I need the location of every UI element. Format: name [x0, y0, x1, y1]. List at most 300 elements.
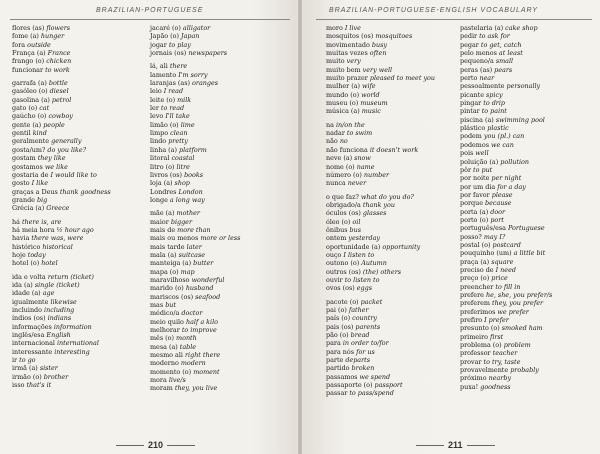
english-translation: please — [491, 190, 513, 199]
english-translation: a long way — [169, 195, 205, 204]
vocab-entry — [326, 121, 450, 129]
english-translation: very — [346, 57, 361, 66]
vocab-entry — [326, 32, 450, 40]
vocab-entry — [150, 121, 274, 129]
english-translation: to try, taste — [483, 357, 521, 366]
vocab-entry — [326, 234, 450, 242]
portuguese-term: frango (o) — [12, 57, 47, 66]
english-translation: there is, are — [21, 217, 62, 226]
portuguese-term: Grécia (a) — [12, 204, 47, 213]
english-translation: pretty — [168, 137, 188, 146]
portuguese-term: pingar — [460, 99, 484, 108]
vocab-entry — [326, 24, 450, 32]
english-translation: I live — [344, 24, 361, 32]
english-translation: there — [169, 62, 188, 71]
portuguese-term: gostam — [12, 154, 38, 163]
vocab-entry — [150, 218, 274, 226]
portuguese-term: funcionar — [12, 65, 46, 74]
vocab-entry — [326, 331, 450, 339]
portuguese-term: não funciona — [326, 145, 370, 154]
portuguese-term: na — [326, 120, 336, 129]
portuguese-term: para — [326, 339, 343, 348]
english-translation: books — [184, 170, 204, 179]
vocab-entry — [12, 281, 136, 289]
portuguese-term: isso — [12, 381, 27, 390]
vocab-entry — [460, 208, 584, 216]
english-translation: husband — [185, 284, 214, 293]
english-translation: world — [361, 90, 380, 99]
vocab-column — [12, 24, 136, 389]
vocab-entry — [326, 381, 450, 389]
portuguese-term: mãe (a) — [150, 209, 177, 218]
vocab-entry — [12, 314, 136, 322]
english-translation: I would like to — [50, 170, 97, 179]
portuguese-term: provavelmente — [460, 366, 511, 375]
english-translation: flowers — [46, 24, 71, 32]
english-translation: they, you live — [174, 384, 218, 393]
english-translation: a little bit — [513, 249, 546, 258]
portuguese-term: internacional — [12, 339, 57, 348]
portuguese-term: irmão (o) — [12, 372, 44, 381]
vocab-entry — [460, 316, 584, 324]
portuguese-term: porto (o) — [460, 215, 491, 224]
vocab-entry — [460, 66, 584, 74]
vocab-entry — [12, 24, 136, 32]
english-translation: to get, catch — [480, 40, 522, 49]
english-translation: butter — [193, 259, 214, 268]
english-translation: bus — [349, 225, 362, 234]
english-translation: I read — [163, 87, 184, 96]
vocab-entry — [150, 32, 274, 40]
english-translation: plastic — [487, 124, 509, 133]
vocab-entry — [326, 298, 450, 306]
english-translation: brother — [43, 372, 69, 381]
page-number: 210 — [112, 440, 199, 450]
portuguese-term: levo — [150, 112, 166, 121]
vocab-entry — [460, 249, 584, 257]
english-translation: never — [347, 179, 367, 188]
english-translation: I prefer — [484, 316, 509, 325]
vocab-entry — [326, 268, 450, 276]
vocab-entry — [460, 324, 584, 332]
portuguese-term: jornais (os) — [150, 49, 189, 58]
portuguese-term: ler — [150, 104, 161, 113]
vocab-entry — [150, 171, 274, 179]
vocab-entry — [326, 49, 450, 57]
english-translation: bread — [350, 331, 370, 340]
vocab-entry — [150, 301, 274, 309]
vocab-entry — [12, 381, 136, 389]
vocab-entry — [12, 179, 136, 187]
vocab-entry — [12, 137, 136, 145]
vocab-entry — [326, 373, 450, 381]
english-translation: interesting — [54, 347, 90, 356]
portuguese-term: litro (o) — [150, 162, 177, 171]
page-210 — [0, 0, 298, 454]
vocab-entry — [12, 323, 136, 331]
vocab-entry — [150, 163, 274, 171]
english-translation: yesterday — [348, 234, 380, 243]
portuguese-term: outros (os) — [326, 267, 363, 276]
vocab-entry — [12, 129, 136, 137]
english-translation: small — [495, 57, 514, 66]
english-translation: opportunity — [382, 242, 421, 251]
portuguese-term: museu (o) — [326, 99, 361, 108]
vocab-entry — [326, 179, 450, 187]
portuguese-term: leio — [150, 87, 164, 96]
page-211 — [302, 0, 600, 454]
english-translation: more than — [177, 225, 211, 234]
vocab-entry — [12, 66, 136, 74]
vocab-entry — [150, 71, 274, 79]
vocab-entry — [326, 339, 450, 347]
portuguese-term: gentil — [12, 129, 33, 138]
portuguese-term: havia — [12, 234, 32, 243]
english-translation: right there — [185, 351, 221, 360]
portuguese-term: porque — [460, 199, 486, 208]
vocab-entry — [12, 57, 136, 65]
vocab-entry — [460, 116, 584, 124]
portuguese-term: lá, ali — [150, 62, 170, 71]
vocab-entry — [150, 154, 274, 162]
vocab-entry — [460, 174, 584, 182]
vocab-entry — [12, 32, 136, 40]
portuguese-term: mesmo ali — [150, 351, 185, 360]
english-translation: price — [491, 274, 508, 283]
vocab-entry — [460, 216, 584, 224]
portuguese-term: podemos — [460, 140, 492, 149]
english-translation: newspapers — [188, 49, 228, 58]
vocab-entry — [460, 224, 584, 232]
portuguese-term: neve (a) — [326, 154, 355, 163]
english-translation: snow — [354, 154, 371, 163]
vocab-entry — [150, 196, 274, 204]
portuguese-term: gaúcho (o) — [12, 112, 49, 121]
english-translation: table — [179, 342, 197, 351]
vocab-entry — [326, 306, 450, 314]
vocab-entry — [12, 79, 136, 87]
vocab-entry — [12, 146, 136, 154]
portuguese-term: passamos — [326, 372, 360, 381]
portuguese-term: presunto (o) — [460, 324, 502, 333]
vocab-entry — [12, 87, 136, 95]
portuguese-term: gostaria de — [12, 170, 51, 179]
portuguese-term: piscina (a) — [460, 115, 496, 124]
vocab-entry — [326, 323, 450, 331]
portuguese-term: manteiga (a) — [150, 259, 194, 268]
vocab-entry — [150, 129, 274, 137]
portuguese-term: pintar — [460, 107, 482, 116]
vocab-entry — [460, 24, 584, 32]
english-translation: problem — [503, 341, 531, 350]
portuguese-term: mulher (a) — [326, 82, 363, 91]
vocab-entry — [150, 179, 274, 187]
portuguese-term: picante — [460, 90, 487, 99]
vocab-entry — [12, 339, 136, 347]
portuguese-term: hotel (o) — [12, 259, 42, 268]
vocab-entry — [460, 183, 584, 191]
english-translation: petrol — [51, 95, 72, 104]
portuguese-term: professor — [460, 349, 493, 358]
english-translation: goodness — [480, 382, 511, 391]
portuguese-term: ir — [12, 356, 20, 365]
portuguese-term: gasóleo (o) — [12, 87, 50, 96]
english-translation: no — [339, 137, 348, 146]
portuguese-term: mais tarde — [150, 242, 187, 251]
english-translation: port — [490, 215, 504, 224]
vocab-entry — [12, 154, 136, 162]
vocab-entry — [150, 376, 274, 384]
english-translation: indians — [47, 314, 72, 323]
portuguese-term: leite (o) — [150, 95, 178, 104]
vocab-entry — [12, 121, 136, 129]
english-translation: to pass/spend — [349, 389, 394, 398]
portuguese-term: gosto — [12, 179, 32, 188]
portuguese-term: limpo — [150, 129, 171, 138]
english-translation: well — [475, 149, 489, 158]
portuguese-term: lindo — [150, 137, 169, 146]
portuguese-term: provar — [460, 357, 484, 366]
vocab-entry — [460, 333, 584, 341]
english-translation: moment — [193, 367, 220, 376]
vocab-entry — [460, 199, 584, 207]
portuguese-term: nome (o) — [326, 162, 357, 171]
vocab-entry — [460, 41, 584, 49]
portuguese-term: fome (a) — [12, 32, 41, 41]
english-translation: milk — [177, 95, 192, 104]
portuguese-term: por um dia — [460, 182, 498, 191]
vocab-entry — [150, 334, 274, 342]
portuguese-term: português/esa — [460, 224, 509, 233]
vocab-entry — [150, 137, 274, 145]
vocab-entry — [460, 266, 584, 274]
english-translation: for us — [356, 347, 375, 356]
portuguese-term: Japão (o) — [150, 32, 182, 41]
english-translation: Portuguese — [508, 224, 545, 233]
vocab-entry — [12, 171, 136, 179]
vocab-entry — [460, 166, 584, 174]
vocab-entry — [326, 209, 450, 217]
portuguese-term: jacaré (o) — [150, 24, 183, 32]
english-translation: what do you do? — [360, 192, 414, 201]
portuguese-term: moderno — [150, 359, 181, 368]
english-translation: museum — [360, 99, 388, 108]
english-translation: including — [44, 306, 75, 314]
english-translation: very well — [362, 65, 393, 74]
portuguese-term: óculos (os) — [326, 209, 363, 218]
portuguese-term: pouquinho (um) — [460, 249, 514, 258]
vocab-entry — [12, 373, 136, 381]
english-translation: to read — [160, 104, 185, 113]
vocab-entry — [326, 74, 450, 82]
vocab-entry — [150, 359, 274, 367]
vocab-entry — [150, 146, 274, 154]
english-translation: clean — [170, 129, 188, 138]
portuguese-term: preciso de — [460, 265, 496, 274]
portuguese-term: gente (a) — [12, 120, 44, 129]
english-translation: at least — [498, 49, 523, 58]
portuguese-term: ida e volta — [12, 272, 48, 281]
english-translation: I listen to — [343, 250, 375, 259]
vocab-entry — [12, 163, 136, 171]
portuguese-term: peras (as) — [460, 65, 495, 74]
english-translation: alligator — [182, 24, 211, 32]
vocab-entry — [460, 149, 584, 157]
header-rule — [10, 19, 290, 20]
portuguese-term: gostamos — [12, 162, 45, 171]
vocab-entry — [460, 191, 584, 199]
english-translation: mother — [176, 209, 200, 218]
vocab-entry — [460, 358, 584, 366]
vocab-entry — [150, 62, 274, 70]
english-translation: it doesn't work — [369, 145, 419, 154]
portuguese-term: por noite — [460, 174, 492, 183]
english-translation: bottle — [48, 79, 68, 88]
portuguese-term: podem — [460, 132, 484, 141]
vocab-entry — [150, 24, 274, 32]
portuguese-term: longe — [150, 195, 170, 204]
vocab-entry — [460, 107, 584, 115]
vocab-entry — [326, 226, 450, 234]
portuguese-term: próximo — [460, 374, 489, 383]
portuguese-term: pacote (o) — [326, 297, 361, 306]
english-translation: pollution — [500, 157, 529, 166]
portuguese-term: mala (a) — [150, 250, 179, 259]
vocab-entry — [12, 218, 136, 226]
portuguese-term: laranjas (as) — [150, 79, 193, 88]
english-translation: modern — [180, 359, 206, 368]
english-translation: name — [356, 162, 375, 171]
portuguese-term: prefere — [460, 291, 486, 299]
portuguese-term: mosquitos (os) — [326, 32, 376, 41]
english-translation: square — [491, 257, 514, 266]
english-translation: he, she, you prefer/s — [485, 291, 553, 299]
portuguese-term: ônibus — [326, 225, 350, 234]
portuguese-term: mesa (a) — [150, 342, 180, 351]
english-translation: spicy — [486, 90, 503, 99]
portuguese-term: passar — [326, 389, 350, 398]
portuguese-term: não — [326, 137, 340, 146]
english-translation: sister — [39, 364, 58, 373]
portuguese-term: lamento — [150, 70, 179, 79]
vocab-entry — [460, 32, 584, 40]
portuguese-term: pais (os) — [326, 322, 356, 331]
portuguese-term: mas — [150, 301, 166, 309]
english-translation: big — [36, 195, 48, 204]
vocab-entry — [326, 243, 450, 251]
portuguese-term: geralmente — [12, 137, 52, 146]
english-translation: to play — [168, 40, 191, 49]
portuguese-term: moram — [150, 384, 175, 393]
portuguese-term: pai (o) — [326, 306, 349, 314]
vocab-entry — [12, 356, 136, 364]
vocab-entry — [12, 243, 136, 251]
portuguese-term: médico/a — [150, 309, 182, 318]
portuguese-term: limão (o) — [150, 120, 181, 129]
vocab-entry — [326, 201, 450, 209]
vocab-entry — [12, 348, 136, 356]
english-translation: to fill in — [495, 282, 521, 291]
vocab-entry — [460, 82, 584, 90]
portuguese-term: passaporte (o) — [326, 381, 375, 390]
english-translation: to put — [473, 165, 493, 174]
portuguese-term: incluindo — [12, 306, 45, 314]
vocab-entry — [12, 251, 136, 259]
english-translation: we prefer — [497, 307, 529, 316]
english-translation: swimming pool — [495, 115, 545, 124]
english-translation: month — [176, 334, 197, 343]
portuguese-term: número (o) — [326, 170, 364, 179]
vocab-entry — [150, 79, 274, 87]
portuguese-term: ouço — [326, 250, 344, 259]
portuguese-term: plástico — [460, 124, 488, 133]
portuguese-term: mais ou menos — [150, 234, 201, 243]
vocab-entry — [150, 96, 274, 104]
vocab-column — [326, 24, 450, 398]
english-translation: glasses — [362, 209, 387, 218]
vocab-entry — [460, 366, 584, 374]
vocab-entry — [326, 218, 450, 226]
vocab-entry — [460, 132, 584, 140]
english-translation: litre — [176, 162, 190, 171]
vocab-entry — [150, 188, 274, 196]
vocab-entry — [460, 308, 584, 316]
portuguese-term: praça (a) — [460, 257, 492, 266]
portuguese-term: jogar — [150, 40, 169, 49]
vocab-entry — [150, 284, 274, 292]
portuguese-term: garrafa (a) — [12, 79, 49, 88]
portuguese-term: preferimos — [460, 307, 498, 316]
vocab-entry — [326, 251, 450, 259]
running-header: BRAZILIAN-PORTUGUESE-ENGLISH VOCABULARY — [329, 7, 538, 14]
english-translation: for a day — [497, 182, 526, 191]
portuguese-term: melhorar — [150, 326, 182, 335]
vocab-entry — [12, 188, 136, 196]
vocab-entry — [326, 137, 450, 145]
english-translation: they like — [37, 154, 66, 163]
portuguese-term: muito — [326, 57, 347, 66]
portuguese-term: muitas vezes — [326, 49, 370, 58]
english-translation: departs — [345, 356, 371, 365]
english-translation: first — [490, 332, 504, 341]
header-rule — [316, 19, 592, 20]
vocab-entry — [460, 283, 584, 291]
vocab-entry — [12, 234, 136, 242]
vocab-entry — [12, 112, 136, 120]
english-translation: map — [180, 267, 195, 276]
vocab-entry — [460, 274, 584, 282]
english-translation: probably — [510, 366, 539, 375]
english-translation: wife — [362, 82, 376, 91]
portuguese-term: música (a) — [326, 107, 362, 116]
portuguese-term: igualmente — [12, 297, 51, 306]
english-translation: ½ hour ago — [56, 225, 94, 234]
portuguese-term: ontem — [326, 234, 349, 243]
english-translation: generally — [51, 137, 82, 146]
portuguese-term: oportunidade (a) — [326, 242, 383, 251]
vocab-entry — [326, 193, 450, 201]
vocab-entry — [326, 154, 450, 162]
vocab-entry — [12, 41, 136, 49]
portuguese-term: ida (a) — [12, 280, 35, 289]
vocab-entry — [12, 273, 136, 281]
portuguese-term: fora — [12, 40, 28, 49]
english-translation: mosquitoes — [375, 32, 413, 41]
portuguese-term: prefiro — [460, 316, 485, 325]
vocab-entry — [326, 348, 450, 356]
portuguese-term: porta (a) — [460, 207, 491, 216]
english-translation: to paint — [481, 107, 507, 116]
